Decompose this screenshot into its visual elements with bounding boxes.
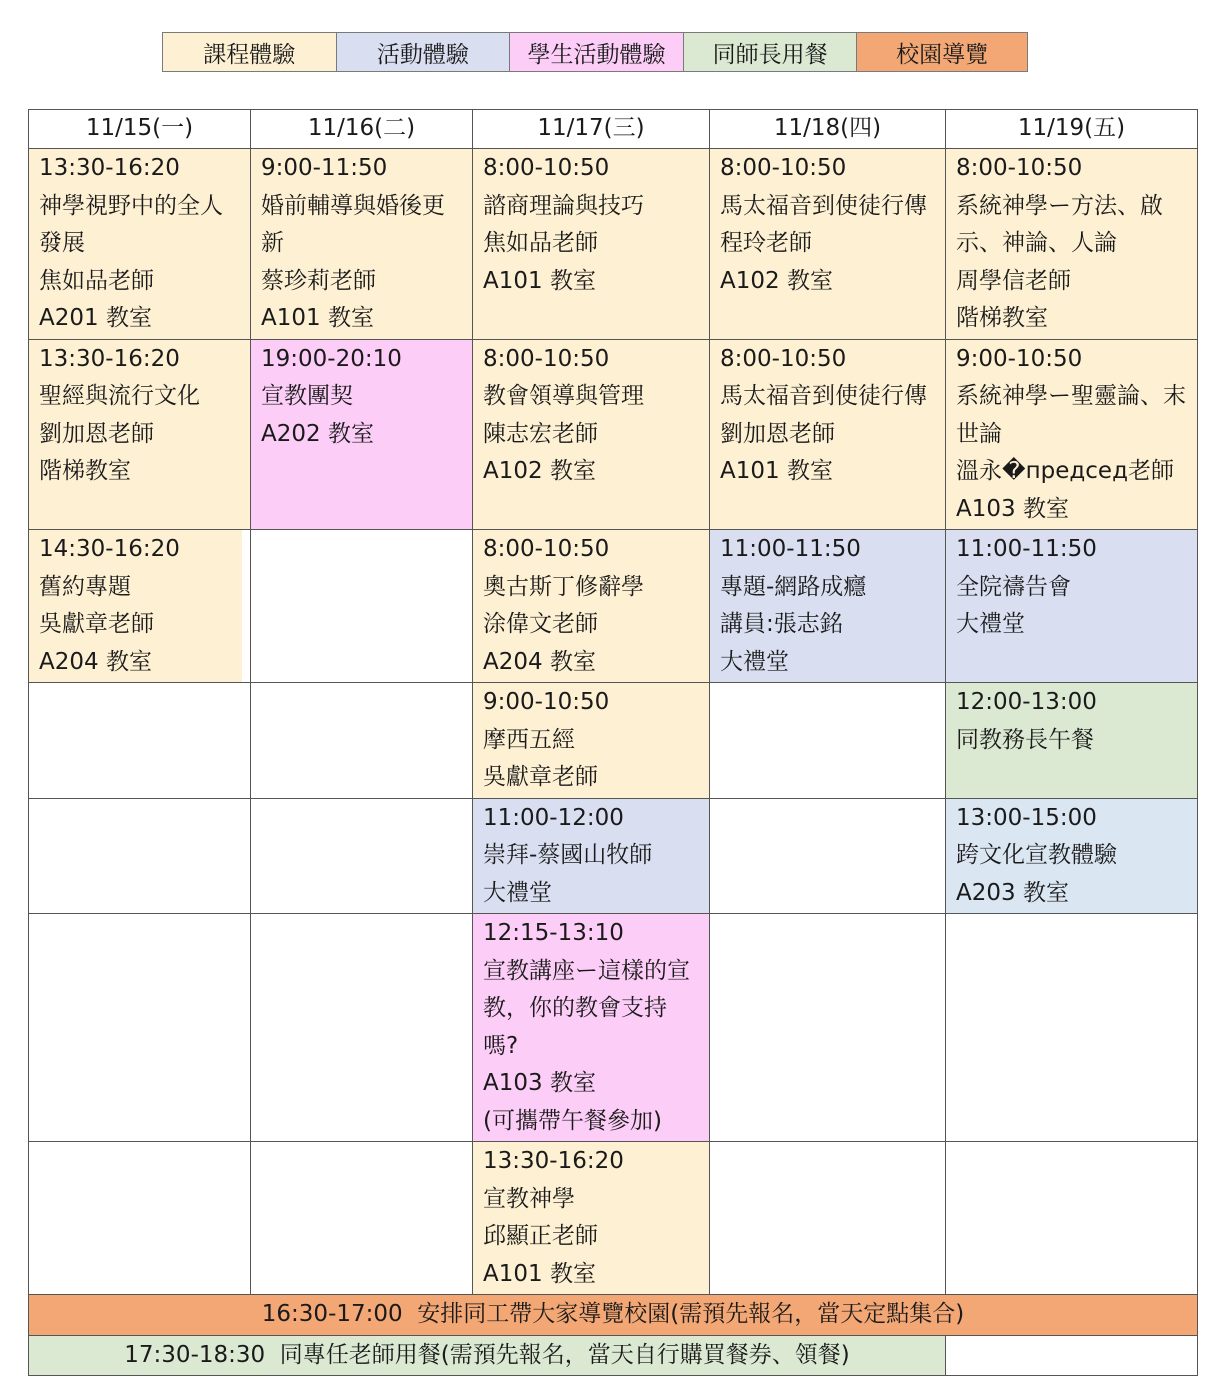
schedule-row (29, 683, 1198, 799)
session-cell (946, 683, 1198, 799)
legend-activity: 活動體驗 (337, 33, 511, 71)
session-title: 系統神學ー方法、啟示、神論、人論 (956, 192, 1163, 256)
session-time: 13:00-15:00 (956, 804, 1097, 831)
session-cell (710, 149, 946, 340)
session-time: 13:30-16:20 (39, 345, 180, 372)
legend-course: 課程體驗 (163, 33, 337, 71)
legend-lunch: 同師長用餐 (684, 33, 858, 71)
legend (162, 32, 1028, 72)
teacher-dinner-bar: 17:30-18:30 同專任老師用餐(需預先報名，當天自行購買餐券、領餐) (29, 1335, 946, 1376)
session-title: 宣教神學 (483, 1185, 575, 1212)
session-cell (946, 798, 1198, 914)
schedule-row (29, 798, 1198, 914)
session-room: 大禮堂 (720, 648, 789, 675)
session-time: 19:00-20:10 (261, 345, 402, 372)
empty-cell (29, 914, 251, 1142)
session-teacher: 劉加恩老師 (39, 420, 154, 447)
session-cell (946, 339, 1198, 530)
session-cell (710, 530, 946, 683)
session-cell (251, 339, 473, 530)
session-time: 8:00-10:50 (483, 536, 610, 562)
session-room: A201 教室 (39, 305, 152, 331)
schedule-row (29, 1142, 1198, 1295)
session-title: 全院禱告會 (956, 573, 1071, 600)
dinner-row (29, 1335, 1198, 1376)
session-room: 大禮堂 (956, 611, 1025, 637)
session-speaker: 講員:張志銘 (720, 611, 843, 637)
session-room: A103 教室 (956, 495, 1069, 522)
session-room: A102 教室 (720, 267, 833, 294)
empty-cell (710, 683, 946, 799)
session-time: 8:00-10:50 (720, 155, 847, 181)
session-teacher: 邱顯正老師 (483, 1223, 598, 1249)
session-title: 宣教團契 (261, 383, 353, 409)
session-room: A101 教室 (720, 458, 833, 484)
session-time: 9:00-10:50 (956, 345, 1083, 372)
schedule-table (28, 109, 1198, 1376)
session-teacher: 吳獻章老師 (39, 611, 154, 637)
session-teacher: 陳志宏老師 (483, 420, 598, 447)
session-room: A102 教室 (483, 458, 596, 484)
session-teacher: 焦如品老師 (483, 230, 598, 256)
session-teacher: 劉加恩老師 (720, 420, 835, 447)
session-time: 9:00-10:50 (483, 689, 610, 715)
empty-cell (710, 1142, 946, 1295)
empty-cell (251, 914, 473, 1142)
empty-cell (946, 1335, 1198, 1376)
session-title: 神學視野中的全人發展 (39, 192, 223, 256)
session-title: 聖經與流行文化 (39, 383, 200, 409)
session-title: 系統神學ー聖靈論、末世論 (956, 383, 1186, 447)
schedule-row (29, 914, 1198, 1142)
session-cell (946, 149, 1198, 340)
session-title: 宣教講座ー這樣的宣教，你的教會支持嗎? (483, 957, 690, 1059)
session-cell (710, 339, 946, 530)
session-time: 13:30-16:20 (39, 155, 180, 181)
legend-student-activity: 學生活動體驗 (510, 33, 684, 71)
session-title: 崇拜-蔡國山牧師 (483, 842, 653, 868)
session-room: A103 教室 (483, 1070, 596, 1096)
empty-cell (251, 683, 473, 799)
session-teacher: 吳獻章老師 (483, 764, 598, 790)
header-day: 11/18(四) (710, 110, 946, 149)
empty-cell (251, 798, 473, 914)
empty-cell (710, 914, 946, 1142)
session-time: 11:00-12:00 (483, 804, 624, 831)
session-title: 摩西五經 (483, 726, 575, 753)
empty-cell (946, 914, 1198, 1142)
session-title: 馬太福音到使徒行傳 (720, 383, 927, 409)
empty-cell (29, 798, 251, 914)
session-time: 13:30-16:20 (483, 1148, 624, 1174)
session-cell (29, 339, 251, 530)
session-time: 12:15-13:10 (483, 920, 624, 946)
session-title: 諮商理論與技巧 (483, 192, 644, 219)
session-cell (473, 149, 710, 340)
session-cell (946, 530, 1198, 683)
session-title: 同教務長午餐 (956, 726, 1094, 753)
session-room: A101 教室 (261, 305, 374, 331)
legend-tour: 校園導覽 (857, 33, 1027, 71)
session-time: 8:00-10:50 (483, 345, 610, 372)
session-room: 階梯教室 (39, 458, 131, 484)
header-day: 11/19(五) (946, 110, 1198, 149)
session-room: A101 教室 (483, 267, 596, 294)
tour-row (29, 1295, 1198, 1336)
session-teacher: 周學信老師 (956, 267, 1071, 294)
session-room: A204 教室 (483, 648, 596, 675)
session-time: 14:30-16:20 (39, 536, 180, 562)
empty-cell (251, 1142, 473, 1295)
session-room: 階梯教室 (956, 305, 1048, 331)
empty-cell (710, 798, 946, 914)
session-cell (473, 530, 710, 683)
session-teacher: 涂偉文老師 (483, 611, 598, 637)
header-day: 11/16(二) (251, 110, 473, 149)
header-row (29, 110, 1198, 149)
session-time: 11:00-11:50 (956, 536, 1097, 562)
session-time: 8:00-10:50 (483, 155, 610, 181)
header-day: 11/17(三) (473, 110, 710, 149)
session-cell (473, 683, 710, 799)
session-title: 舊約專題 (39, 573, 131, 600)
session-teacher: 程玲老師 (720, 230, 812, 256)
session-room: A202 教室 (261, 420, 374, 447)
session-title: 奧古斯丁修辭學 (483, 573, 644, 600)
session-cell (29, 149, 251, 340)
session-cell (29, 530, 251, 683)
session-teacher: 焦如品老師 (39, 267, 154, 294)
schedule-row (29, 339, 1198, 530)
session-title: 跨文化宣教體驗 (956, 842, 1117, 868)
session-title: 婚前輔導與婚後更新 (261, 192, 445, 256)
session-cell (251, 149, 473, 340)
session-title: 專題-網路成癮 (720, 573, 867, 600)
session-cell (473, 914, 710, 1142)
session-cell (473, 339, 710, 530)
session-room: A203 教室 (956, 879, 1069, 906)
empty-cell (251, 530, 473, 683)
session-cell (473, 1142, 710, 1295)
session-title: 馬太福音到使徒行傳 (720, 192, 927, 219)
empty-cell (29, 683, 251, 799)
session-time: 8:00-10:50 (956, 155, 1083, 181)
schedule-row (29, 530, 1198, 683)
session-time: 9:00-11:50 (261, 155, 388, 181)
empty-cell (29, 1142, 251, 1295)
campus-tour-bar: 16:30-17:00 安排同工帶大家導覽校園(需預先報名，當天定點集合) (29, 1295, 1198, 1336)
schedule-row (29, 149, 1198, 340)
session-cell (473, 798, 710, 914)
session-time: 11:00-11:50 (720, 536, 861, 562)
session-title: 教會領導與管理 (483, 383, 644, 409)
empty-cell (946, 1142, 1198, 1295)
session-room: A204 教室 (39, 648, 152, 675)
session-room: 大禮堂 (483, 879, 552, 906)
session-time: 12:00-13:00 (956, 689, 1097, 715)
session-teacher: 蔡珍莉老師 (261, 267, 376, 294)
session-time: 8:00-10:50 (720, 345, 847, 372)
session-note: (可攜帶午餐參加) (483, 1107, 662, 1134)
session-room: A101 教室 (483, 1260, 596, 1287)
session-teacher: 溫永�председ老師 (956, 458, 1174, 484)
header-day: 11/15(一) (29, 110, 251, 149)
